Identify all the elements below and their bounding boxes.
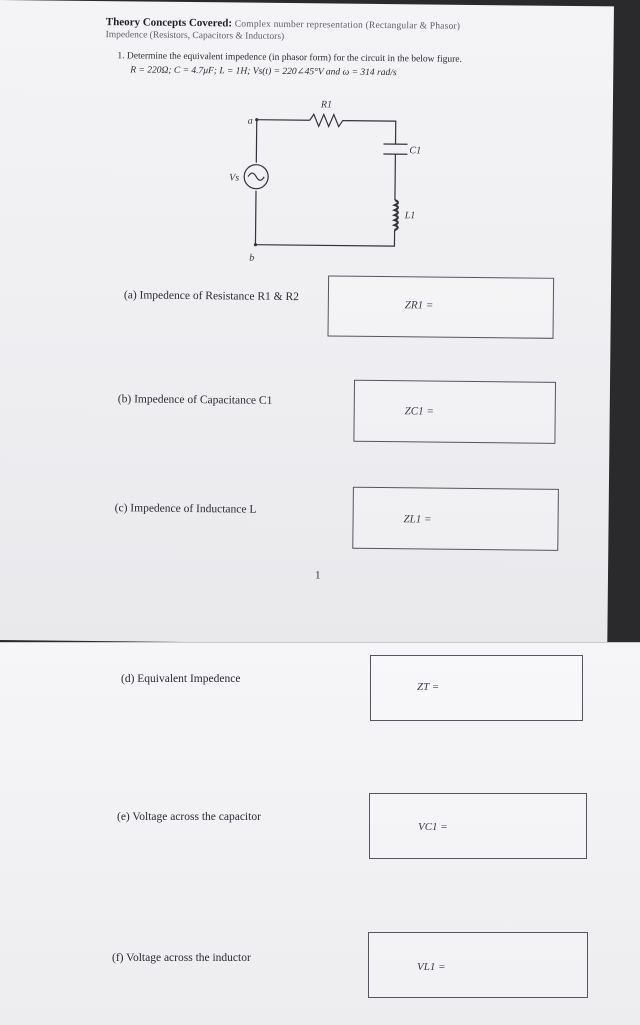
inductor-l1-symbol (395, 200, 398, 230)
part-f-answer-prompt: VL1 = (417, 961, 446, 973)
source-vs-label: Vs (229, 172, 239, 183)
node-a-dot (255, 118, 258, 121)
part-b-answer-box[interactable] (353, 380, 556, 444)
part-b-answer-prompt: ZC1 = (405, 405, 434, 417)
part-a-answer-prompt: ZR1 = (405, 299, 434, 311)
node-b-dot (254, 243, 257, 246)
part-c-answer-prompt: ZL1 = (404, 513, 432, 525)
part-e-answer-box[interactable] (369, 793, 587, 859)
wire-right-bottom (255, 229, 394, 246)
worksheet-page-2 (0, 642, 640, 1025)
part-b-label: (b) Impedence of Capacitance C1 (118, 393, 273, 407)
resistor-r1-label: R1 (320, 99, 332, 110)
header-title-bold: Theory Concepts Covered: (106, 16, 232, 29)
source-sine-icon (248, 173, 264, 180)
part-f-label: (f) Voltage across the inductor (112, 952, 251, 964)
part-a-label: (a) Impedence of Resistance R1 & R2 (124, 289, 299, 303)
part-c-answer-box[interactable] (352, 487, 559, 551)
capacitor-c1-symbol (383, 144, 407, 154)
part-d-answer-prompt: ZT = (417, 681, 439, 693)
header-title-topics: Complex number representation (Rectangular & Phasor) (235, 19, 461, 31)
resistor-r1-symbol (310, 114, 346, 126)
capacitor-c1-label: C1 (409, 145, 421, 156)
wire-top-right (346, 121, 396, 145)
part-e-answer-prompt: VC1 = (418, 821, 448, 833)
problem-statement: 1. Determine the equivalent impedence (in phasor form) for the circuit in the below figure. (117, 51, 462, 65)
node-b-label: b (249, 253, 254, 264)
part-a-answer-box[interactable] (327, 275, 554, 338)
wire-left-bottom (255, 191, 256, 245)
part-d-answer-box[interactable] (370, 655, 583, 721)
part-d-label: (d) Equivalent Impedence (121, 673, 240, 685)
wire-top-left (257, 120, 310, 121)
part-c-label: (c) Impedence of Inductance L (115, 502, 257, 515)
header-subtitle: Impedence (Resistors, Capacitors & Inductors) (106, 30, 285, 42)
problem-givens: R = 220Ω; C = 4.7μF; L = 1H; Vs(t) = 220∠45°V and ω = 314 rad/s (130, 64, 396, 78)
node-a-label: a (248, 116, 253, 127)
part-e-label: (e) Voltage across the capacitor (117, 811, 261, 823)
inductor-l1-label: L1 (404, 210, 416, 221)
part-f-answer-box[interactable] (368, 932, 588, 998)
page-number: 1 (315, 569, 321, 581)
